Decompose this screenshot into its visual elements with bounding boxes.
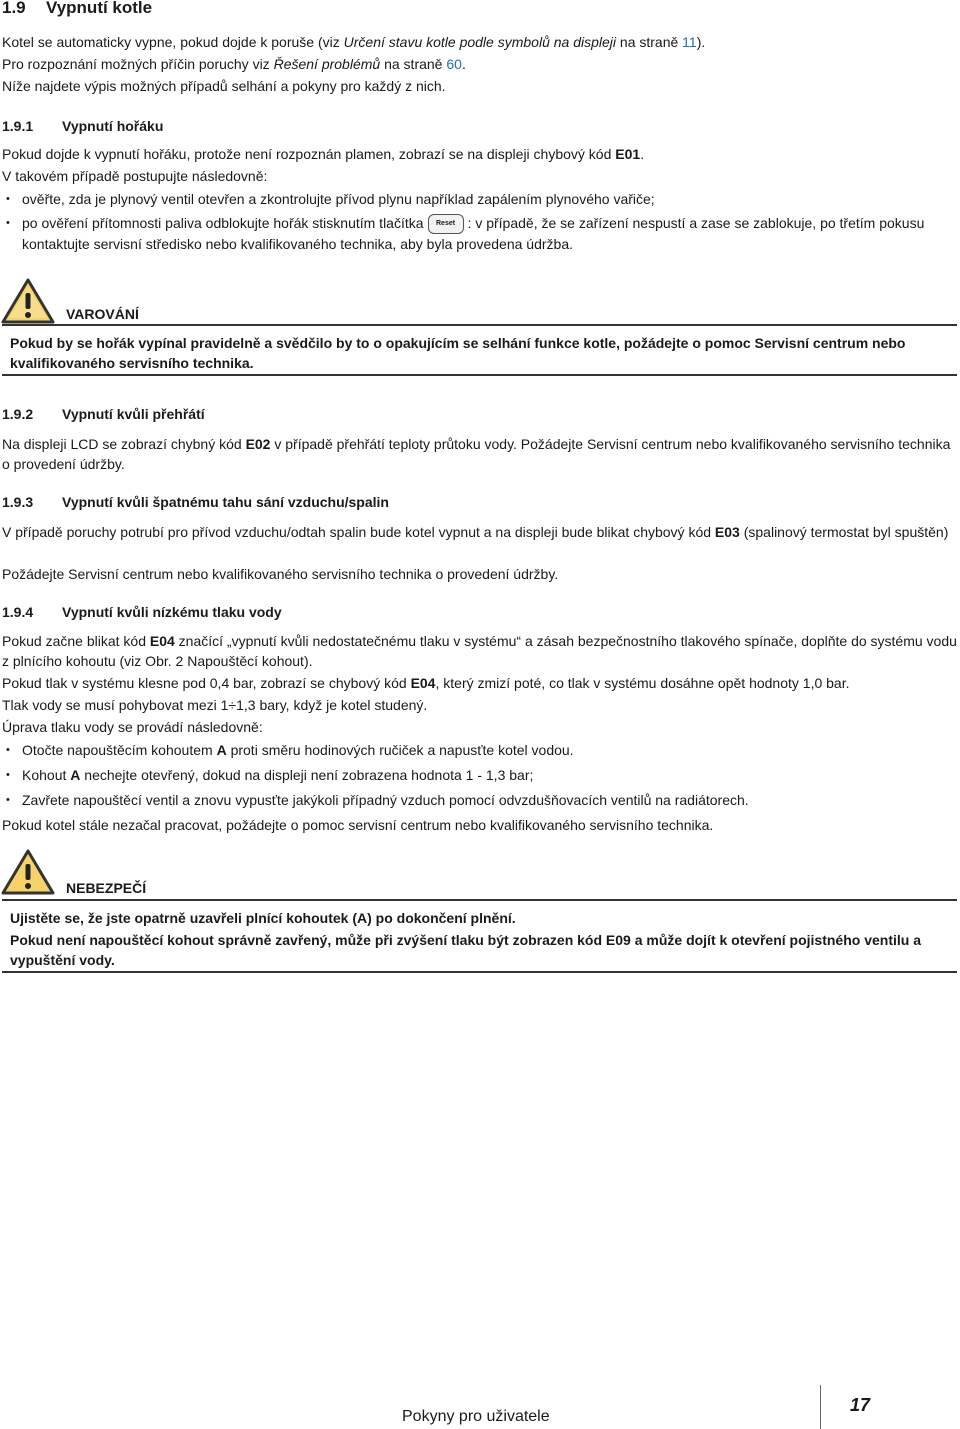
paragraph: Pokud kotel stále nezačal pracovat, požádejte o pomoc servisní centrum nebo kvalifikovaného servisního technika. — [2, 817, 714, 833]
error-code: E04 — [149, 633, 175, 649]
warning-title: VAROVÁNÍ — [66, 306, 139, 322]
divider — [2, 324, 957, 326]
subsection-heading: 1.9.1 Vypnutí hořáku — [2, 118, 164, 134]
list-item: • Otočte napouštěcím kohoutem A proti směru hodinových ručiček a napusťte kotel vodou. — [2, 740, 957, 760]
warning-triangle-icon — [0, 277, 56, 325]
page-link[interactable]: 60 — [446, 56, 462, 72]
section-title: Vypnutí kotle — [46, 0, 153, 17]
divider — [2, 899, 957, 901]
paragraph: Pokud začne blikat kód E04 značící „vypnutí kvůli nedostatečnému tlaku v systému“ a zásah bezpečnostního tlakového spínače, doplňte do systému vodu z plnícího kohoutu (viz Obr. 2 Napouštěcí kohout). — [2, 633, 957, 669]
warning-text: Pokud by se hořák vypínal pravidelně a svědčilo by to o opakujícím se selhání funkce kotle, požádejte o pomoc Servisní centrum nebo kvalifikovaného servisního technika. — [10, 335, 906, 371]
paragraph: V takovém případě postupujte následovně: — [2, 168, 268, 184]
intro-line-2: Pro rozpoznání možných příčin poruchy viz Řešení problémů na straně 60. — [2, 56, 466, 72]
paragraph: Úprava tlaku vody se provádí následovně: — [2, 719, 263, 735]
reset-button-icon: Reset — [428, 214, 464, 234]
footer-title: Pokyny pro uživatele — [402, 1408, 550, 1425]
cross-reference[interactable]: Řešení problémů — [273, 56, 381, 72]
divider — [2, 374, 957, 376]
paragraph: Požádejte Servisní centrum nebo kvalifikovaného servisního technika o provedení údržby. — [2, 566, 559, 582]
divider — [2, 971, 957, 973]
page-link[interactable]: 11 — [682, 34, 697, 50]
footer-divider — [820, 1385, 821, 1429]
error-code: E04 — [410, 675, 436, 691]
intro-line-1: Kotel se automaticky vypne, pokud dojde k poruše (viz Určení stavu kotle podle symbolů na displeji na straně 11). — [2, 34, 706, 50]
list-item: • Zavřete napouštěcí ventil a znovu vypusťte jakýkoli případný vzduch pomocí odvzdušňovacích ventilů na radiátorech. — [2, 790, 957, 810]
subsection-heading: 1.9.3 Vypnutí kvůli špatnému tahu sání vzduchu/spalin — [2, 494, 389, 510]
subsection-heading: 1.9.4 Vypnutí kvůli nízkému tlaku vody — [2, 604, 282, 620]
error-code: E02 — [245, 436, 271, 452]
error-code: E01 — [615, 146, 641, 162]
intro-line-3: Níže najdete výpis možných případů selhání a pokyny pro každý z nich. — [2, 78, 446, 94]
paragraph: Na displeji LCD se zobrazí chybný kód E02 v případě přehřátí teploty průtoku vody. Požádejte Servisní centrum nebo kvalifikovaného servisního technika o provedení údržby. — [2, 436, 951, 472]
danger-title: NEBEZPEČÍ — [66, 880, 147, 896]
list-item: • po ověření přítomnosti paliva odblokujte hořák stisknutím tlačítka Reset : v případě, že se zařízení nespustí a zase se zablokuje, po třetím pokusu kontaktujte servisní středisko nebo kvalifikovaného technika, aby byla provedena údržba. — [2, 213, 957, 254]
danger-text-1: Ujistěte se, že jste opatrně uzavřeli plnící kohoutek (A) po dokončení plnění. — [10, 910, 516, 926]
error-code: E03 — [714, 524, 740, 540]
paragraph: Pokud tlak v systému klesne pod 0,4 bar, zobrazí se chybový kód E04, který zmizí poté, co tlak v systému dosáhne opět hodnoty 1,0 bar. — [2, 675, 850, 691]
page-number: 17 — [850, 1395, 871, 1415]
section-heading — [2, 0, 152, 18]
paragraph: Tlak vody se musí pohybovat mezi 1÷1,3 bary, když je kotel studený. — [2, 697, 428, 713]
section-number: 1.9 — [2, 0, 26, 17]
list-item: • Kohout A nechejte otevřený, dokud na displeji není zobrazena hodnota 1 - 1,3 bar; — [2, 765, 957, 785]
cross-reference[interactable]: Určení stavu kotle podle symbolů na displeji — [343, 34, 617, 50]
list-item: • ověřte, zda je plynový ventil otevřen a zkontrolujte přívod plynu například zapálením plynového vařiče; — [2, 189, 957, 209]
paragraph: Pokud dojde k vypnutí hořáku, protože není rozpoznán plamen, zobrazí se na displeji chybový kód E01. — [2, 146, 645, 162]
paragraph: V případě poruchy potrubí pro přívod vzduchu/odtah spalin bude kotel vypnut a na displeji bude blikat chybový kód E03 (spalinový termostat byl spuštěn) — [2, 524, 949, 540]
subsection-heading: 1.9.2 Vypnutí kvůli přehřátí — [2, 406, 205, 422]
danger-text-2: Pokud není napouštěcí kohout správně zavřený, může při zvýšení tlaku být zobrazen kód E09 a může dojít k otevření pojistného ventilu a vypuštění vody. — [10, 932, 921, 968]
danger-triangle-icon — [0, 848, 56, 896]
